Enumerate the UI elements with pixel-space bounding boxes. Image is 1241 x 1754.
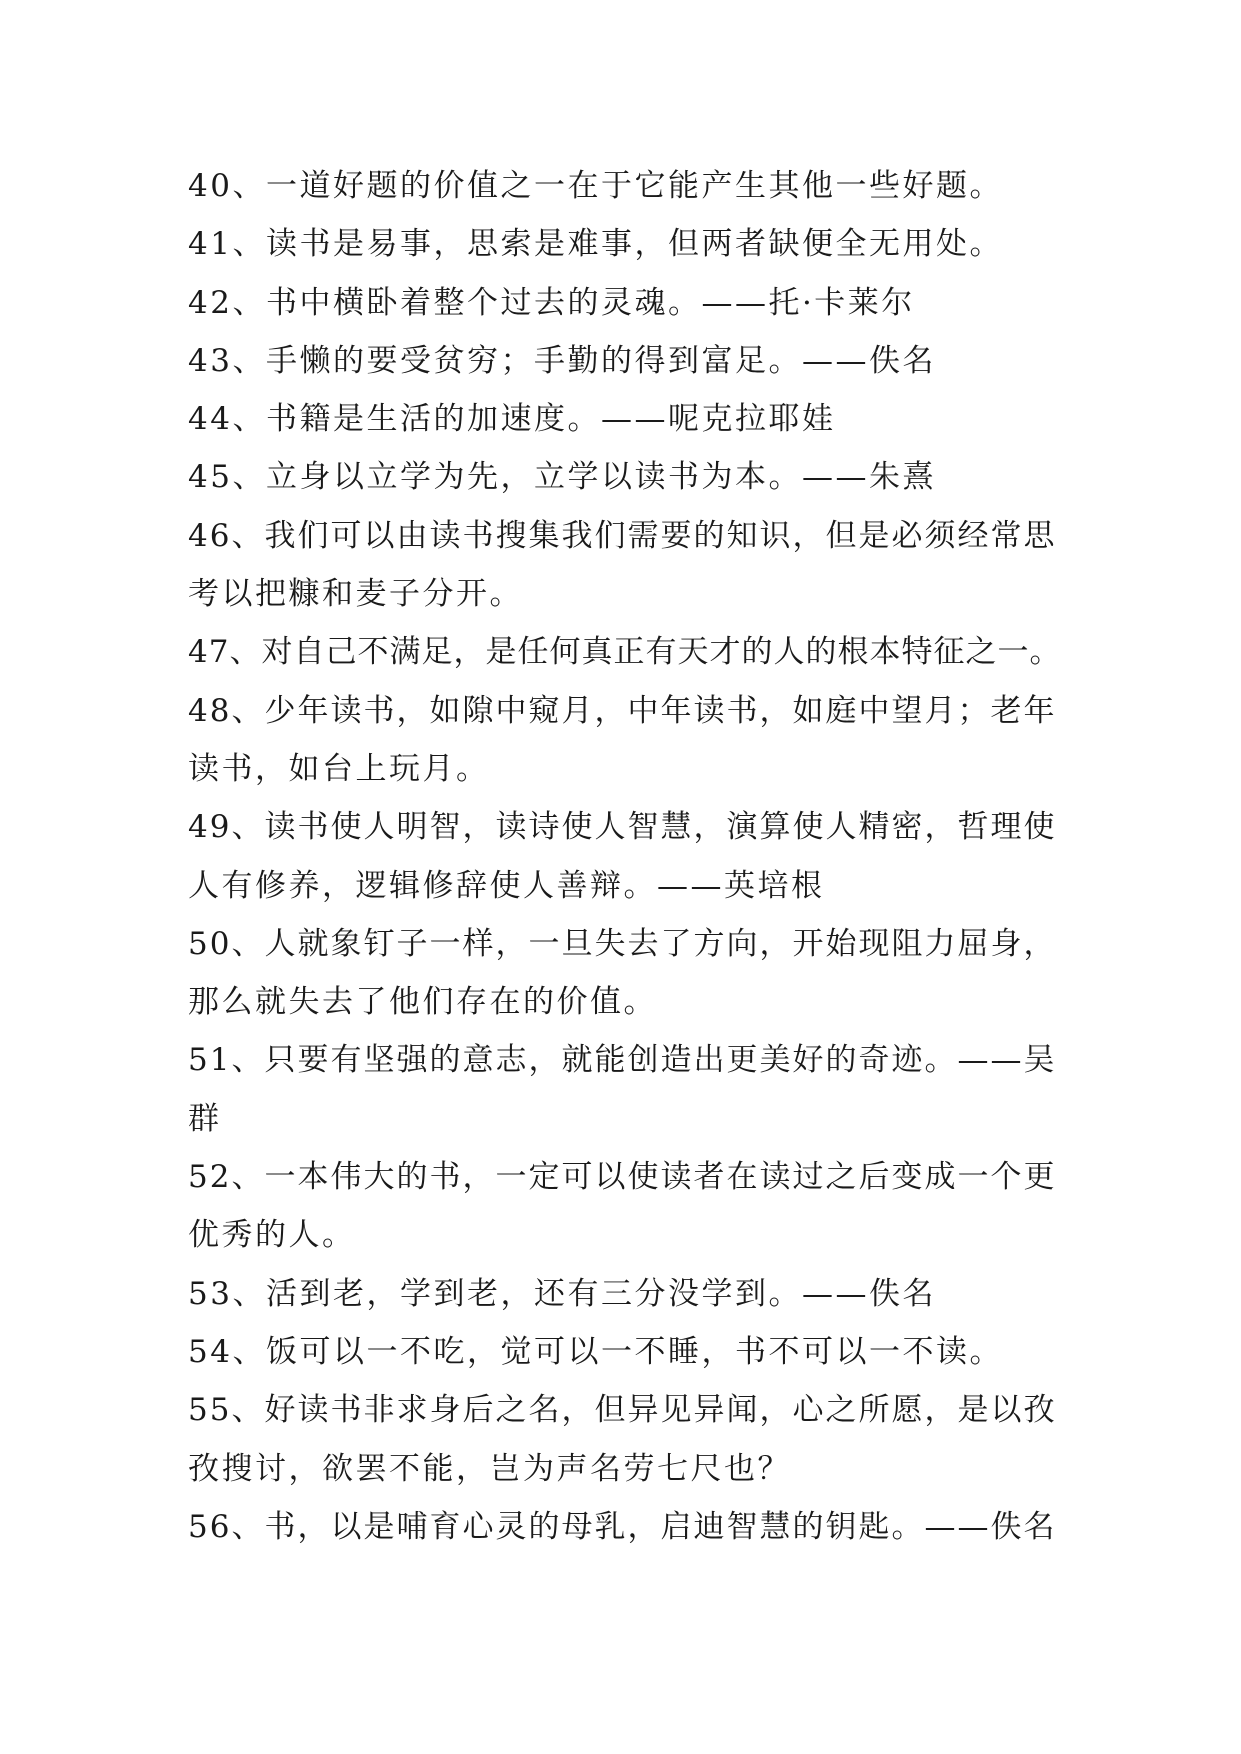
text-line: 56、书，以是哺育心灵的母乳，启迪智慧的钥匙。——佚名 xyxy=(188,1508,1057,1545)
text-line: 41、读书是易事，思索是难事，但两者缺便全无用处。 xyxy=(188,226,1003,263)
text-line: 群 xyxy=(188,1100,222,1137)
quote-list xyxy=(188,157,1062,1556)
text-line: 50、人就象钉子一样，一旦失去了方向，开始现阻力屈身， xyxy=(188,925,1057,962)
text-line: 49、读书使人明智，读诗使人智慧，演算使人精密，哲理使 xyxy=(188,809,1057,846)
text-line: 52、一本伟大的书，一定可以使读者在读过之后变成一个更 xyxy=(188,1159,1057,1196)
text-line: 51、只要有坚强的意志，就能创造出更美好的奇迹。——吴 xyxy=(188,1042,1057,1079)
text-line: 人有修养，逻辑修辞使人善辩。——英培根 xyxy=(188,867,825,904)
text-line: 53、活到老，学到老，还有三分没学到。——佚名 xyxy=(188,1275,936,1312)
text-line: 42、书中横卧着整个过去的灵魂。——托·卡莱尔 xyxy=(188,284,915,321)
text-line: 44、书籍是生活的加速度。——呢克拉耶娃 xyxy=(188,401,836,438)
text-line: 43、手懒的要受贫穷；手勤的得到富足。——佚名 xyxy=(188,342,936,379)
text-line: 46、我们可以由读书搜集我们需要的知识，但是必须经常思 xyxy=(188,517,1057,554)
text-line: 55、好读书非求身后之名，但异见异闻，心之所愿，是以孜 xyxy=(188,1392,1057,1429)
text-line: 优秀的人。 xyxy=(188,1217,356,1254)
text-line: 读书，如台上玩月。 xyxy=(188,750,490,787)
text-line: 考以把糠和麦子分开。 xyxy=(188,576,523,613)
text-line: 40、一道好题的价值之一在于它能产生其他一些好题。 xyxy=(188,168,1003,204)
text-line: 48、少年读书，如隙中窥月，中年读书，如庭中望月；老年 xyxy=(188,692,1057,729)
text-line: 45、立身以立学为先，立学以读书为本。——朱熹 xyxy=(188,459,936,496)
text-line: 那么就失去了他们存在的价值。 xyxy=(188,984,657,1021)
text-line: 47、对自己不满足，是任何真正有天才的人的根本特征之一。 xyxy=(188,634,1062,671)
text-line: 54、饭可以一不吃，觉可以一不睡，书不可以一不读。 xyxy=(188,1333,1003,1370)
text-line: 孜搜讨，欲罢不能，岂为声名劳七尺也？ xyxy=(188,1450,791,1487)
